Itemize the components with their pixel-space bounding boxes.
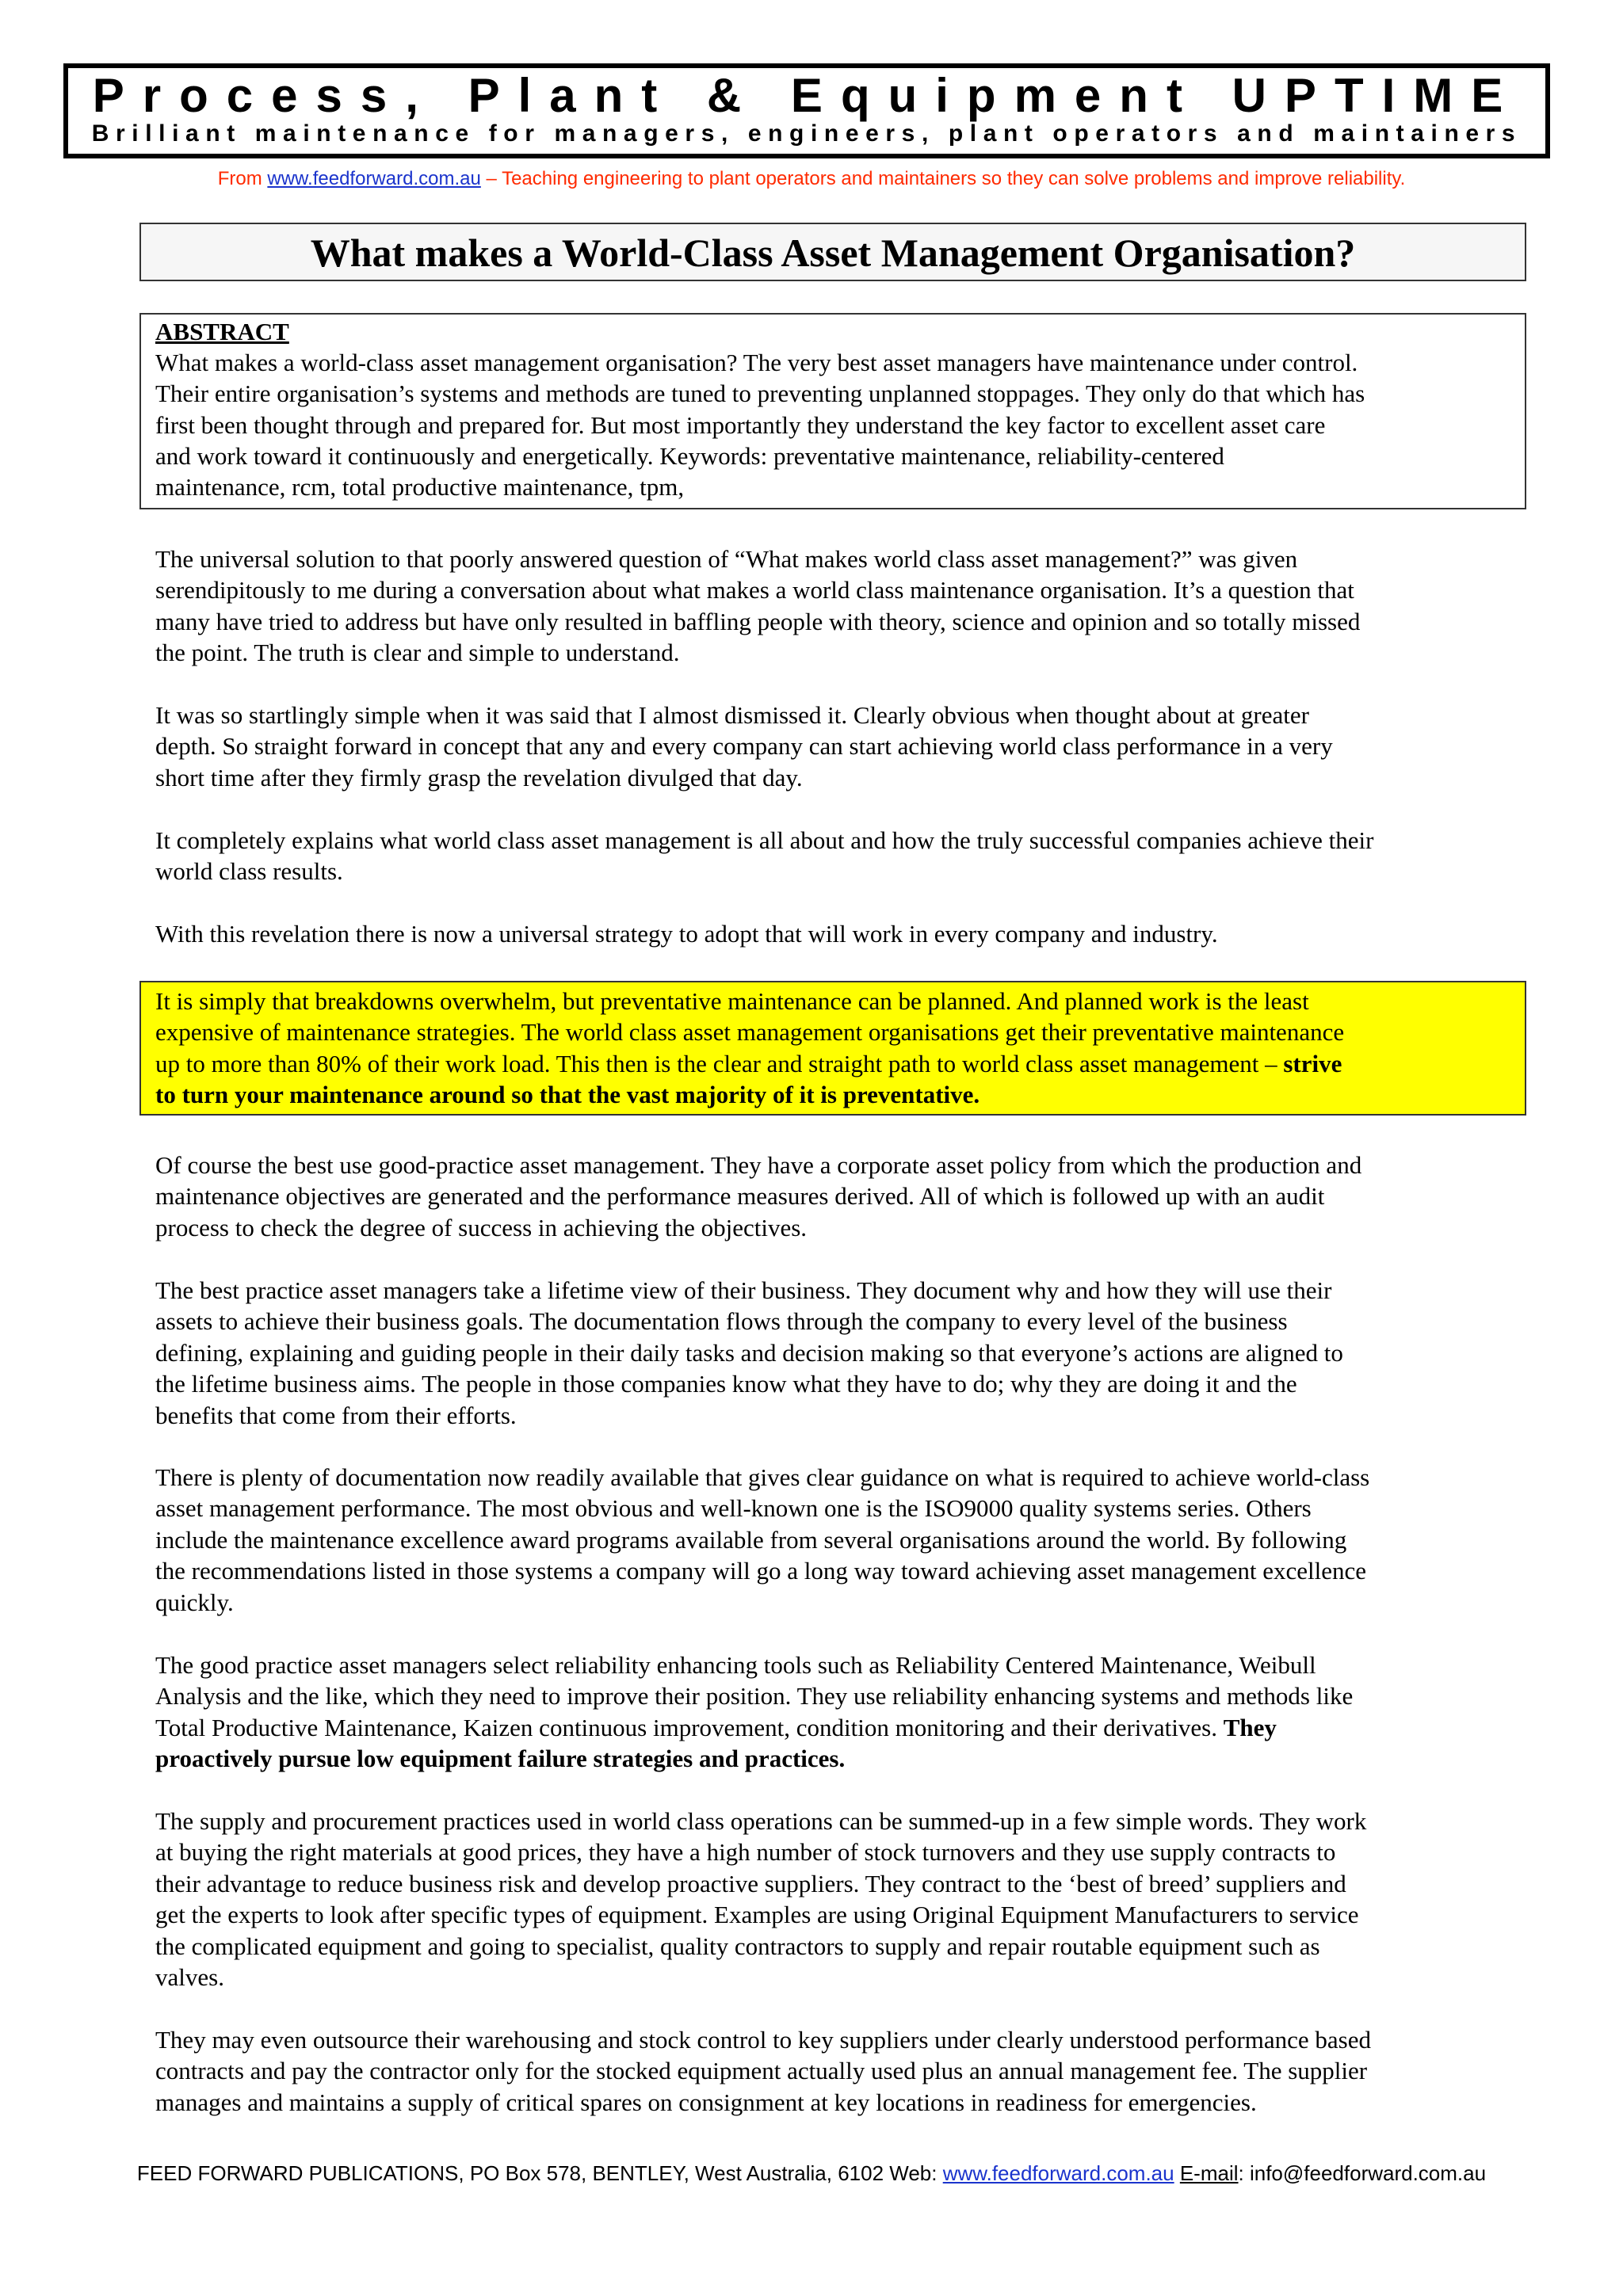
feedforward-link[interactable]: www.feedforward.com.au [267,168,481,189]
text-line [155,1048,1525,1079]
text-line: The best practice asset managers take a lifetime view of their business. They document why and how they will use their [155,1276,1332,1304]
footer-email-label[interactable]: E-mail [1179,2161,1239,2185]
text-line: include the maintenance excellence award programs available from several organisations around the world. By following [155,1525,1347,1554]
text-line: They may even outsource their warehousing and stock control to key suppliers under clearly understood performance based [155,2026,1372,2054]
text-line: Analysis and the like, which they need to improve their position. They use reliability enhancing systems and methods like [155,1682,1354,1711]
text-line: asset management performance. The most obvious and well-known one is the ISO9000 quality systems series. Others [155,1494,1312,1523]
text-line: expensive of maintenance strategies. The world class asset management organisations get their preventative maintenance [155,1018,1345,1047]
newsletter-title: Process, Plant & Equipment UPTIME [92,69,1522,122]
text-line: Of course the best use good-practice asset management. They have a corporate asset policy from which the production and [155,1151,1362,1179]
text-line: process to check the degree of success in achieving the objectives. [155,1213,808,1241]
text-line: It is simply that breakdowns overwhelm, but preventative maintenance can be planned. And planned work is the least [155,987,1309,1015]
abstract-line: first been thought through and prepared for. But most importantly they understand the key factor to excellent asset care [155,410,1326,439]
newsletter-subtitle: Brilliant maintenance for managers, engineers, plant operators and maintainers [91,120,1522,147]
abstract-line: and work toward it continuously and energetically. Keywords: preventative maintenance, reliability-centered [155,441,1224,470]
text-line: The good practice asset managers select reliability enhancing tools such as Reliability Centered Maintenance, Weibull [155,1651,1316,1679]
text-line: With this revelation there is now a universal strategy to adopt that will work in every company and industry. [155,920,1218,948]
from-suffix: – Teaching engineering to plant operators and maintainers so they can solve problems and improve reliability. [480,168,1406,189]
text-line: depth. So straight forward in concept that any and every company can start achieving world class performance in a very [155,732,1333,761]
abstract-heading: ABSTRACT [155,318,289,345]
text-line: the recommendations listed in those systems a company will go a long way toward achieving asset management excellence [155,1557,1367,1585]
text-line: contracts and pay the contractor only for the stocked equipment actually used plus an annual management fee. The supplier [155,2057,1368,2085]
text-line: It completely explains what world class asset management is all about and how the truly successful companies achieve their [155,826,1374,854]
paragraph-4 [155,918,1518,949]
footer-web-link[interactable]: www.feedforward.com.au [942,2161,1174,2185]
paragraph-6 [155,1275,1518,1431]
text-line: the complicated equipment and going to specialist, quality contractors to supply and repair routable equipment such as [155,1932,1320,1960]
paragraph-3 [155,825,1518,887]
abstract-line: What makes a world-class asset management organisation? The very best asset managers have maintenance under control. [155,349,1358,377]
text-line: The supply and procurement practices used in world class operations can be summed-up in a few simple words. They work [155,1807,1367,1835]
text-line [155,1743,1518,1774]
paragraph-9 [155,1806,1518,1993]
text-line: many have tried to address but have only resulted in baffling people with theory, science and opinion and so totally missed [155,607,1361,635]
from-prefix: From [217,168,268,189]
paragraph-1 [155,543,1518,669]
text-line [155,1079,1525,1110]
text-line: It was so startlingly simple when it was said that I almost dismissed it. Clearly obvious when thought about at greater [155,701,1309,729]
bold-text: proactively pursue low equipment failure strategies and practices. [155,1745,846,1773]
bold-text: strive [1283,1049,1342,1077]
text-line: world class results. [155,857,343,886]
text-span: up to more than 80% of their work load. This then is the clear and straight path to world class asset management – [155,1049,1284,1077]
text-line: manages and maintains a supply of critical spares on consignment at key locations in readiness for emergencies. [155,2088,1257,2116]
paragraph-2 [155,700,1518,793]
text-line: the point. The truth is clear and simple to understand. [155,639,680,667]
from-line [0,168,1623,190]
paragraph-10 [155,2024,1518,2118]
text-line: short time after they firmly grasp the revelation divulged that day. [155,763,803,791]
paragraph-5 [155,1150,1518,1243]
abstract-line: maintenance, rcm, total productive maintenance, tpm, [155,473,685,502]
text-line: The universal solution to that poorly answered question of “What makes world class asset management?” was given [155,545,1298,573]
footer-email-value: : info@feedforward.com.au [1238,2161,1487,2185]
text-line: There is plenty of documentation now readily available that gives clear guidance on what is required to achieve world-class [155,1463,1370,1491]
abstract-line: Their entire organisation’s systems and methods are tuned to preventing unplanned stoppages. They only do that which has [155,379,1365,408]
newsletter-header [63,63,1550,158]
bold-text: to turn your maintenance around so that the vast majority of it is preventative. [155,1081,980,1109]
text-line: at buying the right materials at good prices, they have a high number of stock turnovers and they use supply contracts to [155,1838,1336,1867]
article-title: What makes a World-Class Asset Management Organisation? [139,223,1526,281]
text-line: defining, explaining and guiding people in their daily tasks and decision making so that everyone’s actions are aligned to [155,1338,1343,1367]
text-line: assets to achieve their business goals. The documentation flows through the company to every level of the business [155,1307,1288,1336]
text-line [155,1712,1518,1743]
text-line: valves. [155,1963,224,1992]
text-line: get the experts to look after specific types of equipment. Examples are using Original Equipment Manufacturers to service [155,1901,1359,1929]
text-line: the lifetime business aims. The people in those companies know what they have to do; why they are doing it and the [155,1370,1297,1398]
page-footer [0,2161,1623,2186]
text-line: their advantage to reduce business risk and develop proactive suppliers. They contract to the ‘best of breed’ suppliers and [155,1869,1346,1897]
footer-address: FEED FORWARD PUBLICATIONS, PO Box 578, BENTLEY, West Australia, 6102 Web: [136,2161,943,2185]
text-line: serendipitously to me during a conversation about what makes a world class maintenance organisation. It’s a question that [155,576,1354,605]
key-insight-highlight [139,981,1526,1116]
abstract-box [139,313,1526,509]
paragraph-8 [155,1650,1518,1775]
paragraph-7 [155,1462,1518,1618]
text-span: Total Productive Maintenance, Kaizen continuous improvement, condition monitoring and their derivatives. [155,1713,1224,1741]
text-line: maintenance objectives are generated and the performance measures derived. All of which is followed up with an audit [155,1182,1325,1211]
text-line: benefits that come from their efforts. [155,1401,517,1429]
text-line: quickly. [155,1588,234,1616]
bold-text: They [1223,1713,1277,1741]
